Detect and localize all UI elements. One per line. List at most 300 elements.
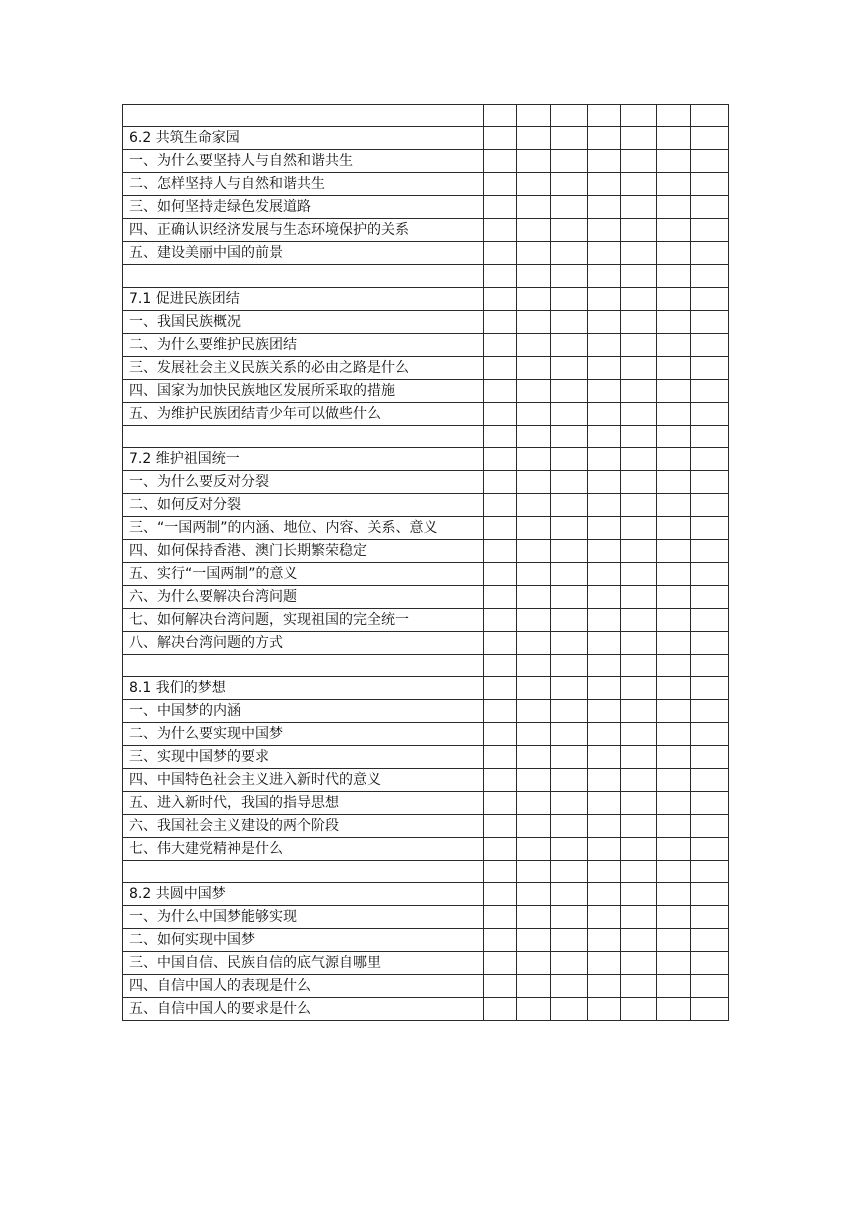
check-cell[interactable] <box>621 242 657 265</box>
check-cell[interactable] <box>588 242 621 265</box>
check-cell[interactable] <box>484 402 517 425</box>
check-cell[interactable] <box>484 379 517 402</box>
check-cell[interactable] <box>484 333 517 356</box>
check-cell[interactable] <box>517 906 551 929</box>
check-cell[interactable] <box>551 631 588 654</box>
topic-cell: 四、中国特色社会主义进入新时代的意义 <box>123 769 484 792</box>
check-cell[interactable] <box>551 608 588 631</box>
check-cell[interactable] <box>551 883 588 906</box>
check-cell[interactable] <box>588 654 621 676</box>
check-cell[interactable] <box>551 906 588 929</box>
check-cell[interactable] <box>691 815 729 838</box>
check-cell[interactable] <box>657 219 691 242</box>
check-cell[interactable] <box>588 998 621 1021</box>
check-cell[interactable] <box>621 883 657 906</box>
check-cell[interactable] <box>484 356 517 379</box>
check-cell[interactable] <box>588 150 621 173</box>
check-cell[interactable] <box>551 402 588 425</box>
check-cell[interactable] <box>621 402 657 425</box>
check-cell[interactable] <box>517 998 551 1021</box>
check-cell[interactable] <box>588 975 621 998</box>
check-cell[interactable] <box>551 425 588 447</box>
check-cell[interactable] <box>588 493 621 516</box>
check-cell[interactable] <box>484 265 517 287</box>
check-cell[interactable] <box>621 105 657 127</box>
check-cell[interactable] <box>484 219 517 242</box>
check-cell[interactable] <box>484 585 517 608</box>
check-cell[interactable] <box>517 585 551 608</box>
check-cell[interactable] <box>691 975 729 998</box>
check-cell[interactable] <box>551 242 588 265</box>
check-cell[interactable] <box>517 219 551 242</box>
check-cell[interactable] <box>691 105 729 127</box>
check-cell[interactable] <box>657 792 691 815</box>
check-cell[interactable] <box>551 700 588 723</box>
check-cell[interactable] <box>588 815 621 838</box>
check-cell[interactable] <box>551 677 588 700</box>
check-cell[interactable] <box>484 769 517 792</box>
check-cell[interactable] <box>657 150 691 173</box>
check-cell[interactable] <box>691 929 729 952</box>
check-cell[interactable] <box>588 402 621 425</box>
check-cell[interactable] <box>517 105 551 127</box>
check-cell[interactable] <box>517 402 551 425</box>
check-cell[interactable] <box>691 677 729 700</box>
check-cell[interactable] <box>551 998 588 1021</box>
check-cell[interactable] <box>484 906 517 929</box>
check-cell[interactable] <box>657 516 691 539</box>
check-cell[interactable] <box>588 883 621 906</box>
check-cell[interactable] <box>691 242 729 265</box>
check-cell[interactable] <box>517 654 551 676</box>
check-cell[interactable] <box>621 769 657 792</box>
check-cell[interactable] <box>657 127 691 150</box>
check-cell[interactable] <box>657 585 691 608</box>
check-cell[interactable] <box>691 654 729 676</box>
check-cell[interactable] <box>551 539 588 562</box>
check-cell[interactable] <box>551 470 588 493</box>
check-cell[interactable] <box>621 539 657 562</box>
check-cell[interactable] <box>657 287 691 310</box>
check-cell[interactable] <box>588 792 621 815</box>
check-cell[interactable] <box>588 219 621 242</box>
check-cell[interactable] <box>621 287 657 310</box>
check-cell[interactable] <box>657 333 691 356</box>
check-cell[interactable] <box>691 196 729 219</box>
check-cell[interactable] <box>517 792 551 815</box>
check-cell[interactable] <box>691 219 729 242</box>
check-cell[interactable] <box>517 287 551 310</box>
check-cell[interactable] <box>517 883 551 906</box>
topic-cell: 三、发展社会主义民族关系的必由之路是什么 <box>123 356 484 379</box>
check-cell[interactable] <box>551 150 588 173</box>
check-cell[interactable] <box>588 310 621 333</box>
check-cell[interactable] <box>551 585 588 608</box>
check-cell[interactable] <box>691 447 729 470</box>
check-cell[interactable] <box>517 838 551 861</box>
check-cell[interactable] <box>551 127 588 150</box>
check-cell[interactable] <box>588 861 621 883</box>
check-cell[interactable] <box>588 929 621 952</box>
check-cell[interactable] <box>484 105 517 127</box>
check-cell[interactable] <box>621 562 657 585</box>
check-cell[interactable] <box>517 929 551 952</box>
check-cell[interactable] <box>691 356 729 379</box>
check-cell[interactable] <box>551 654 588 676</box>
check-cell[interactable] <box>517 265 551 287</box>
check-cell[interactable] <box>551 379 588 402</box>
check-cell[interactable] <box>621 815 657 838</box>
check-cell[interactable] <box>484 608 517 631</box>
check-cell[interactable] <box>691 379 729 402</box>
check-cell[interactable] <box>484 792 517 815</box>
check-cell[interactable] <box>517 539 551 562</box>
check-cell[interactable] <box>588 769 621 792</box>
check-cell[interactable] <box>588 173 621 196</box>
check-cell[interactable] <box>588 265 621 287</box>
check-cell[interactable] <box>691 265 729 287</box>
check-cell[interactable] <box>588 746 621 769</box>
check-cell[interactable] <box>588 447 621 470</box>
check-cell[interactable] <box>484 929 517 952</box>
check-cell[interactable] <box>517 333 551 356</box>
check-cell[interactable] <box>621 906 657 929</box>
check-cell[interactable] <box>621 333 657 356</box>
check-cell[interactable] <box>657 883 691 906</box>
check-cell[interactable] <box>551 769 588 792</box>
check-cell[interactable] <box>517 769 551 792</box>
check-cell[interactable] <box>484 493 517 516</box>
check-cell[interactable] <box>517 677 551 700</box>
topic-cell: 三、中国自信、民族自信的底气源自哪里 <box>123 952 484 975</box>
check-cell[interactable] <box>588 379 621 402</box>
check-cell[interactable] <box>621 493 657 516</box>
check-cell[interactable] <box>517 975 551 998</box>
check-cell[interactable] <box>691 333 729 356</box>
check-cell[interactable] <box>484 883 517 906</box>
topic-cell <box>123 654 484 676</box>
topic-row <box>123 700 729 723</box>
topic-cell: 一、中国梦的内涵 <box>123 700 484 723</box>
section-heading-cell: 7.2 维护祖国统一 <box>123 447 484 470</box>
check-cell[interactable] <box>691 700 729 723</box>
check-cell[interactable] <box>517 310 551 333</box>
check-cell[interactable] <box>588 516 621 539</box>
check-cell[interactable] <box>657 539 691 562</box>
check-cell[interactable] <box>551 861 588 883</box>
check-cell[interactable] <box>551 310 588 333</box>
check-cell[interactable] <box>621 792 657 815</box>
check-cell[interactable] <box>657 379 691 402</box>
check-cell[interactable] <box>484 952 517 975</box>
check-cell[interactable] <box>588 356 621 379</box>
check-cell[interactable] <box>621 585 657 608</box>
check-cell[interactable] <box>621 173 657 196</box>
check-cell[interactable] <box>551 975 588 998</box>
check-cell[interactable] <box>551 447 588 470</box>
check-cell[interactable] <box>691 493 729 516</box>
check-cell[interactable] <box>621 677 657 700</box>
check-cell[interactable] <box>691 310 729 333</box>
check-cell[interactable] <box>657 929 691 952</box>
check-cell[interactable] <box>588 677 621 700</box>
check-cell[interactable] <box>657 562 691 585</box>
check-cell[interactable] <box>621 861 657 883</box>
check-cell[interactable] <box>691 861 729 883</box>
check-cell[interactable] <box>517 127 551 150</box>
check-cell[interactable] <box>484 173 517 196</box>
check-cell[interactable] <box>484 838 517 861</box>
check-cell[interactable] <box>484 654 517 676</box>
check-cell[interactable] <box>657 906 691 929</box>
check-cell[interactable] <box>657 425 691 447</box>
topic-cell <box>123 861 484 883</box>
check-cell[interactable] <box>588 631 621 654</box>
check-cell[interactable] <box>551 333 588 356</box>
check-cell[interactable] <box>691 585 729 608</box>
check-cell[interactable] <box>691 516 729 539</box>
check-cell[interactable] <box>621 654 657 676</box>
check-cell[interactable] <box>551 356 588 379</box>
check-cell[interactable] <box>588 562 621 585</box>
check-cell[interactable] <box>691 127 729 150</box>
check-cell[interactable] <box>484 723 517 746</box>
check-cell[interactable] <box>517 631 551 654</box>
check-cell[interactable] <box>551 929 588 952</box>
topic-row <box>123 470 729 493</box>
check-cell[interactable] <box>484 196 517 219</box>
check-cell[interactable] <box>484 539 517 562</box>
check-cell[interactable] <box>657 998 691 1021</box>
check-cell[interactable] <box>517 379 551 402</box>
check-cell[interactable] <box>657 677 691 700</box>
check-cell[interactable] <box>484 746 517 769</box>
check-cell[interactable] <box>657 723 691 746</box>
check-cell[interactable] <box>551 952 588 975</box>
check-cell[interactable] <box>551 792 588 815</box>
check-cell[interactable] <box>657 173 691 196</box>
check-cell[interactable] <box>657 838 691 861</box>
check-cell[interactable] <box>484 975 517 998</box>
check-cell[interactable] <box>621 631 657 654</box>
check-cell[interactable] <box>484 516 517 539</box>
topic-cell: 一、我国民族概况 <box>123 310 484 333</box>
check-cell[interactable] <box>517 242 551 265</box>
check-cell[interactable] <box>657 242 691 265</box>
check-cell[interactable] <box>484 700 517 723</box>
check-cell[interactable] <box>551 493 588 516</box>
check-cell[interactable] <box>621 379 657 402</box>
check-cell[interactable] <box>588 333 621 356</box>
check-cell[interactable] <box>551 105 588 127</box>
check-cell[interactable] <box>657 952 691 975</box>
check-cell[interactable] <box>588 700 621 723</box>
topic-row <box>123 242 729 265</box>
check-cell[interactable] <box>691 952 729 975</box>
check-cell[interactable] <box>588 287 621 310</box>
check-cell[interactable] <box>691 173 729 196</box>
check-cell[interactable] <box>657 654 691 676</box>
check-cell[interactable] <box>691 539 729 562</box>
check-cell[interactable] <box>484 447 517 470</box>
check-cell[interactable] <box>691 287 729 310</box>
check-cell[interactable] <box>621 952 657 975</box>
check-cell[interactable] <box>551 838 588 861</box>
check-cell[interactable] <box>621 127 657 150</box>
check-cell[interactable] <box>691 998 729 1021</box>
check-cell[interactable] <box>657 493 691 516</box>
check-cell[interactable] <box>621 196 657 219</box>
check-cell[interactable] <box>588 838 621 861</box>
check-cell[interactable] <box>517 173 551 196</box>
check-cell[interactable] <box>551 173 588 196</box>
check-cell[interactable] <box>657 402 691 425</box>
check-cell[interactable] <box>657 815 691 838</box>
check-cell[interactable] <box>551 265 588 287</box>
check-cell[interactable] <box>517 562 551 585</box>
check-cell[interactable] <box>691 150 729 173</box>
check-cell[interactable] <box>484 861 517 883</box>
check-cell[interactable] <box>484 815 517 838</box>
check-cell[interactable] <box>621 608 657 631</box>
check-cell[interactable] <box>517 356 551 379</box>
topic-row <box>123 608 729 631</box>
check-cell[interactable] <box>621 516 657 539</box>
check-cell[interactable] <box>621 470 657 493</box>
check-cell[interactable] <box>517 425 551 447</box>
check-cell[interactable] <box>621 700 657 723</box>
check-cell[interactable] <box>691 562 729 585</box>
check-cell[interactable] <box>588 127 621 150</box>
check-cell[interactable] <box>621 838 657 861</box>
check-cell[interactable] <box>621 219 657 242</box>
check-cell[interactable] <box>588 906 621 929</box>
check-cell[interactable] <box>517 723 551 746</box>
check-cell[interactable] <box>657 310 691 333</box>
section-heading-cell: 8.1 我们的梦想 <box>123 677 484 700</box>
check-cell[interactable] <box>691 608 729 631</box>
check-cell[interactable] <box>621 356 657 379</box>
check-cell[interactable] <box>691 746 729 769</box>
check-cell[interactable] <box>691 470 729 493</box>
check-cell[interactable] <box>588 723 621 746</box>
check-cell[interactable] <box>657 105 691 127</box>
check-cell[interactable] <box>657 356 691 379</box>
check-cell[interactable] <box>517 861 551 883</box>
check-cell[interactable] <box>621 150 657 173</box>
check-cell[interactable] <box>691 906 729 929</box>
topic-row <box>123 356 729 379</box>
check-cell[interactable] <box>588 105 621 127</box>
check-cell[interactable] <box>588 608 621 631</box>
check-cell[interactable] <box>551 287 588 310</box>
check-cell[interactable] <box>657 975 691 998</box>
check-cell[interactable] <box>691 769 729 792</box>
check-cell[interactable] <box>517 608 551 631</box>
check-cell[interactable] <box>657 700 691 723</box>
check-cell[interactable] <box>517 700 551 723</box>
topic-cell: 四、自信中国人的表现是什么 <box>123 975 484 998</box>
check-cell[interactable] <box>621 425 657 447</box>
check-cell[interactable] <box>621 265 657 287</box>
check-cell[interactable] <box>484 287 517 310</box>
check-cell[interactable] <box>551 516 588 539</box>
check-cell[interactable] <box>621 929 657 952</box>
check-cell[interactable] <box>484 998 517 1021</box>
topic-row <box>123 516 729 539</box>
check-cell[interactable] <box>517 196 551 219</box>
check-cell[interactable] <box>551 746 588 769</box>
check-cell[interactable] <box>517 470 551 493</box>
check-cell[interactable] <box>517 150 551 173</box>
check-cell[interactable] <box>588 952 621 975</box>
check-cell[interactable] <box>551 815 588 838</box>
check-cell[interactable] <box>551 196 588 219</box>
check-cell[interactable] <box>588 585 621 608</box>
section-heading-row <box>123 677 729 700</box>
check-cell[interactable] <box>691 723 729 746</box>
check-cell[interactable] <box>517 516 551 539</box>
check-cell[interactable] <box>621 310 657 333</box>
topic-cell: 五、实行“一国两制”的意义 <box>123 562 484 585</box>
check-cell[interactable] <box>691 792 729 815</box>
check-cell[interactable] <box>657 447 691 470</box>
check-cell[interactable] <box>517 746 551 769</box>
check-cell[interactable] <box>484 310 517 333</box>
topic-cell: 二、如何反对分裂 <box>123 493 484 516</box>
check-cell[interactable] <box>484 677 517 700</box>
check-cell[interactable] <box>657 470 691 493</box>
check-cell[interactable] <box>657 608 691 631</box>
check-cell[interactable] <box>517 493 551 516</box>
check-cell[interactable] <box>484 425 517 447</box>
check-cell[interactable] <box>621 998 657 1021</box>
check-cell[interactable] <box>517 952 551 975</box>
check-cell[interactable] <box>621 447 657 470</box>
check-cell[interactable] <box>691 883 729 906</box>
check-cell[interactable] <box>657 861 691 883</box>
check-cell[interactable] <box>588 470 621 493</box>
check-cell[interactable] <box>588 539 621 562</box>
check-cell[interactable] <box>588 196 621 219</box>
check-cell[interactable] <box>484 562 517 585</box>
check-cell[interactable] <box>657 265 691 287</box>
check-cell[interactable] <box>657 746 691 769</box>
check-cell[interactable] <box>588 425 621 447</box>
check-cell[interactable] <box>484 470 517 493</box>
check-cell[interactable] <box>517 815 551 838</box>
check-cell[interactable] <box>657 196 691 219</box>
check-cell[interactable] <box>691 838 729 861</box>
check-cell[interactable] <box>691 425 729 447</box>
check-cell[interactable] <box>657 769 691 792</box>
check-cell[interactable] <box>691 631 729 654</box>
topic-cell: 五、建设美丽中国的前景 <box>123 242 484 265</box>
check-cell[interactable] <box>551 723 588 746</box>
check-cell[interactable] <box>621 975 657 998</box>
check-cell[interactable] <box>484 242 517 265</box>
check-cell[interactable] <box>621 723 657 746</box>
check-cell[interactable] <box>691 402 729 425</box>
check-cell[interactable] <box>484 631 517 654</box>
check-cell[interactable] <box>484 127 517 150</box>
check-cell[interactable] <box>517 447 551 470</box>
check-cell[interactable] <box>551 219 588 242</box>
check-cell[interactable] <box>484 150 517 173</box>
check-cell[interactable] <box>621 746 657 769</box>
check-cell[interactable] <box>551 562 588 585</box>
check-cell[interactable] <box>657 631 691 654</box>
